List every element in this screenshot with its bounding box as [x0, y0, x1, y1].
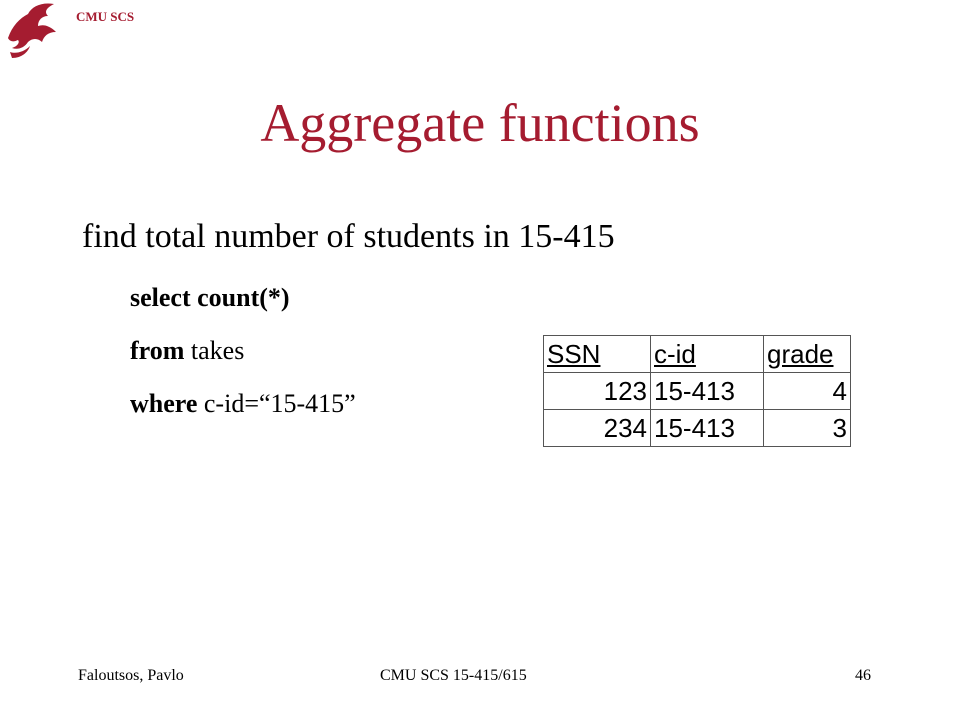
table-header-row: [544, 336, 851, 373]
select-keyword: select count(*): [130, 283, 290, 312]
from-keyword: from: [130, 336, 185, 365]
where-keyword: where: [130, 389, 198, 418]
takes-table: [543, 335, 851, 447]
slide-title: Aggregate functions: [260, 93, 700, 153]
query-line-from: [130, 336, 244, 366]
cell-ssn: 123: [544, 373, 651, 410]
cell-grade: 4: [764, 373, 851, 410]
table-row: [544, 410, 851, 447]
cell-c-id: 15-413: [651, 410, 764, 447]
slide-bullet: find total number of students in 15-415: [82, 218, 615, 255]
query-line-where: [130, 389, 356, 419]
cell-grade: 3: [764, 410, 851, 447]
cell-c-id: 15-413: [651, 373, 764, 410]
where-condition: c-id=“15-415”: [197, 389, 356, 418]
header-ssn: SSN: [544, 336, 651, 373]
table-row: [544, 373, 851, 410]
footer-authors: Faloutsos, Pavlo: [78, 667, 184, 684]
cell-ssn: 234: [544, 410, 651, 447]
header-c-id: c-id: [651, 336, 764, 373]
org-label: CMU SCS: [76, 9, 135, 24]
footer-course: CMU SCS 15-415/615: [380, 667, 527, 684]
query-line-select: [130, 283, 290, 313]
from-table: takes: [184, 336, 245, 365]
header-grade: grade: [764, 336, 851, 373]
page-number: 46: [855, 667, 871, 684]
cmu-dragon-logo: [2, 0, 62, 60]
